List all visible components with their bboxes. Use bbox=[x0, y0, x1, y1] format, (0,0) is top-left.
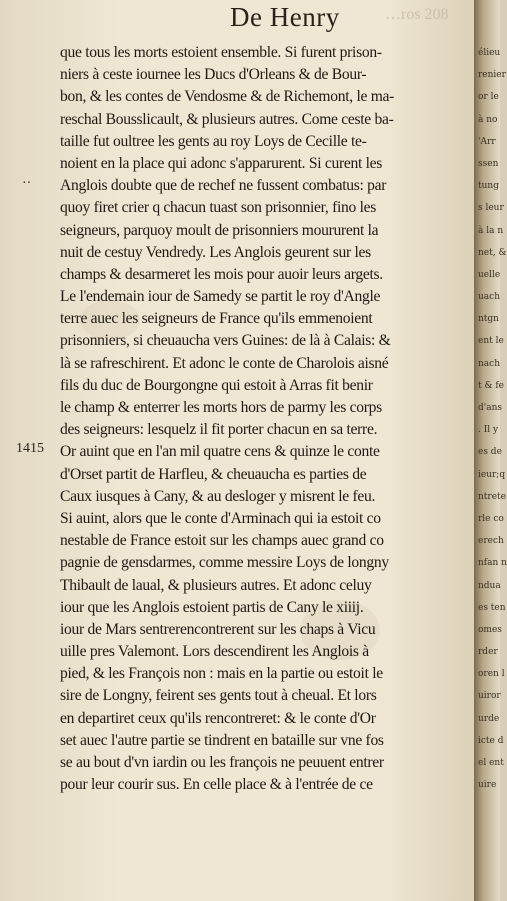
text-line: nuit de cestuy Vendredy. Les Anglois geurent sur les bbox=[60, 243, 371, 261]
facing-page-fragment: urde bbox=[478, 713, 500, 724]
facing-page-text bbox=[474, 42, 507, 796]
text-line: le champ & enterrer les morts hors de parmy les corps bbox=[60, 399, 382, 416]
text-line: des seigneurs: lesquelz il fit porter chacun en sa terre. bbox=[60, 421, 378, 439]
facing-page-fragment: 'Arr bbox=[478, 136, 496, 147]
facing-page-fragment: net, & bbox=[478, 247, 507, 258]
facing-page-fragment: omes bbox=[478, 624, 502, 635]
margin-mark: ·· bbox=[22, 176, 32, 191]
facing-page-fragment: el ent bbox=[478, 758, 504, 768]
facing-page-fragment: es de bbox=[478, 447, 502, 458]
facing-page-fragment: tung bbox=[478, 181, 499, 192]
text-line: terre auec les seigneurs de France qu'ils emmenoient bbox=[60, 310, 373, 328]
facing-page-fragment: à no bbox=[478, 114, 498, 125]
facing-page-fragment: uach bbox=[478, 292, 500, 303]
facing-page-fragment: . Il y bbox=[478, 425, 499, 436]
text-line: se au bout d'vn iardin ou les françois ne peuuent entrer bbox=[60, 754, 384, 771]
facing-page-fragment: nfan n bbox=[478, 558, 507, 569]
facing-page-fragment: renier bbox=[478, 70, 506, 81]
facing-page-fragment: erech bbox=[478, 536, 504, 547]
text-line: seigneurs, parquoy moult de prisonniers moururent la bbox=[60, 221, 379, 239]
facing-page-fragment: oren l bbox=[478, 669, 505, 680]
text-line: uille pres Valemont. Lors descendirent les Anglois à bbox=[60, 643, 369, 661]
text-line: Or auint que en l'an mil quatre cens & quinze le conte bbox=[60, 443, 380, 461]
text-line: sire de Longny, feirent ses gents tout à cheual. Et lors bbox=[60, 687, 377, 705]
facing-page-fragment: uiror bbox=[478, 691, 501, 702]
facing-page-fragment: t & fe bbox=[478, 380, 505, 391]
text-line: Anglois doubte que de rechef ne fussent combatus: par bbox=[60, 177, 387, 195]
running-head: De Henry bbox=[230, 2, 340, 32]
text-line: niers à ceste iournee les Ducs d'Orleans & de Bour- bbox=[60, 66, 367, 84]
text-line: en departiret ceux qu'ils rencontreret: & le conte d'Or bbox=[60, 709, 376, 727]
text-line: bon, & les contes de Vendosme & de Richemont, le ma- bbox=[60, 88, 395, 106]
text-line: reschal Bousslicault, & plusieurs autres. Come ceste ba- bbox=[60, 110, 394, 128]
text-line: taille fut oultree les gents au roy Loys de Cecille te- bbox=[60, 132, 367, 150]
facing-page-fragment: rle co bbox=[478, 513, 504, 524]
facing-page-fragment: ieur;q bbox=[478, 469, 506, 480]
facing-page-fragment: ndua bbox=[478, 580, 501, 591]
bleed-through-text: …ros 208 bbox=[385, 6, 449, 23]
facing-page-fragment: uelle bbox=[478, 269, 501, 280]
text-line: que tous les morts estoient ensemble. Si furent prison- bbox=[60, 44, 382, 61]
body-text bbox=[60, 42, 472, 796]
facing-page-fragment: d'ans bbox=[478, 403, 503, 413]
text-line: noient en la place qui adonc s'apparurent. Si curent les bbox=[60, 154, 383, 172]
facing-page-fragment: uire bbox=[478, 780, 497, 791]
text-line: quoy firet crier q chacun tuast son prisonnier, fino les bbox=[60, 199, 377, 217]
text-line: nestable de France estoit sur les champs auec grand co bbox=[60, 532, 384, 550]
text-line: pied, & les François non : mais en la partie ou estoit le bbox=[60, 665, 383, 683]
facing-page-fragment: ssen bbox=[478, 158, 499, 169]
facing-page-fragment: or le bbox=[478, 92, 499, 103]
facing-page-fragment: à la n bbox=[478, 225, 504, 236]
facing-page-fragment: élieu bbox=[478, 48, 501, 58]
text-line: champs & desarmeret les mois pour auoir leurs argets. bbox=[60, 265, 383, 283]
text-line: Le l'endemain iour de Samedy se partit le roy d'Angle bbox=[60, 288, 381, 306]
text-line: prisonniers, si cheuaucha vers Guines: de là à Calais: & bbox=[60, 332, 391, 350]
text-line: là se rafreschirent. Et adonc le conte de Charolois aisné bbox=[60, 354, 389, 372]
facing-page-fragment: ntrete bbox=[478, 491, 506, 502]
facing-page-fragment: ent le bbox=[478, 336, 504, 347]
facing-page-fragment: rder bbox=[478, 647, 498, 658]
facing-page-edge bbox=[474, 0, 507, 901]
margin-year: 1415 bbox=[16, 441, 44, 456]
text-line: iour que les Anglois estoient partis de Cany le xiiij. bbox=[60, 598, 364, 616]
text-line: Si auint, alors que le conte d'Arminach qui ia estoit co bbox=[60, 509, 381, 527]
text-line: Thibault de laual, & plusieurs autres. Et adonc celuy bbox=[60, 576, 372, 594]
facing-page-fragment: es ten bbox=[478, 602, 506, 613]
text-line: pour leur courir sus. En celle place & à l'entrée de ce bbox=[60, 776, 373, 794]
text-line: Caux iusques à Cany, & au desloger y misrent le feu. bbox=[60, 487, 376, 505]
text-line: d'Orset partit de Harfleu, & cheuaucha es parties de bbox=[60, 465, 367, 483]
text-line: pagnie de gensdarmes, comme messire Loys de longny bbox=[60, 554, 389, 572]
text-line: iour de Mars sentrerencontrerent sur les chaps à Vicu bbox=[60, 620, 376, 638]
facing-page-fragment: s leur bbox=[478, 203, 504, 214]
facing-page-fragment: icte d bbox=[478, 735, 504, 746]
facing-page-fragment: nach bbox=[478, 358, 500, 369]
text-line: set auec l'autre partie se tindrent en bataille sur vne fos bbox=[60, 731, 384, 749]
text-line: fils du duc de Bourgongne qui estoit à Arras fit benir bbox=[60, 376, 373, 394]
facing-page-fragment: ntgn bbox=[478, 314, 499, 325]
